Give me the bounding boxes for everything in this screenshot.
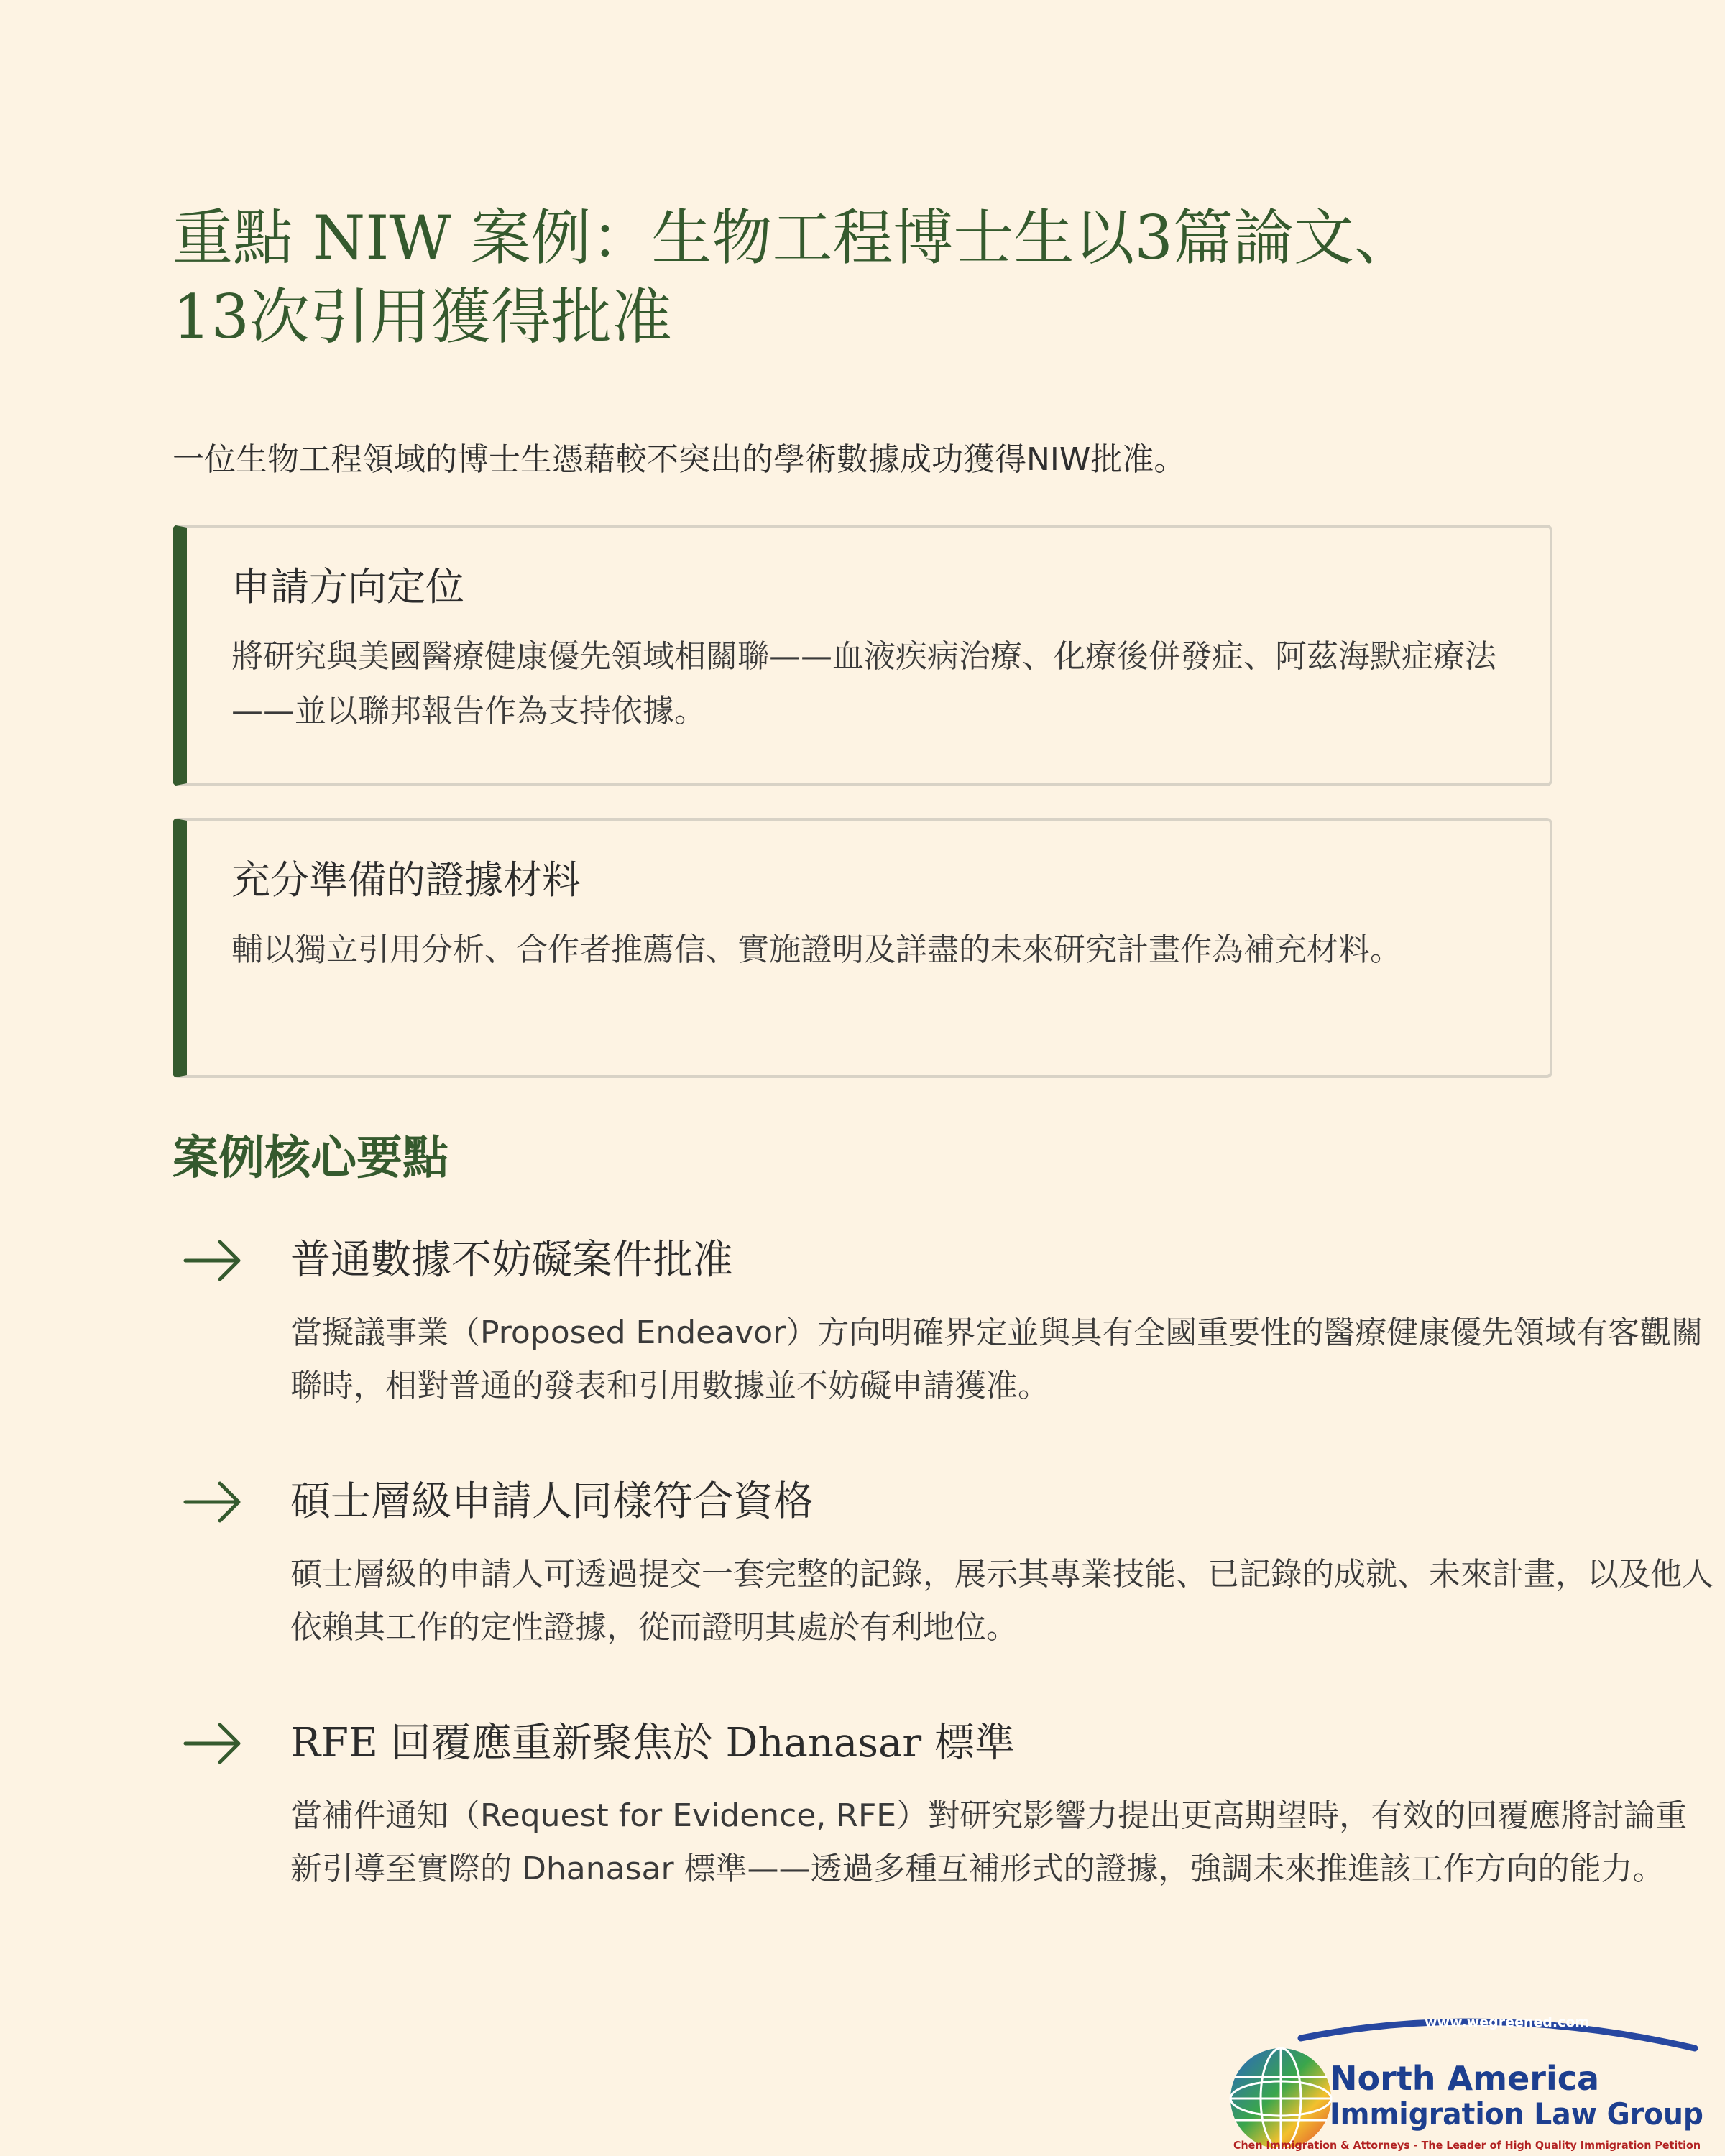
logo-name-line-2: Immigration Law Group bbox=[1330, 2096, 1703, 2132]
logo-name-line-1: North America bbox=[1330, 2059, 1600, 2098]
card-body: 將研究與美國醫療健康優先領域相關聯——血液疾病治療、化療後併發症、阿茲海默症療法——並以聯邦報告作為支持依據。 bbox=[231, 638, 1496, 729]
page-title-line-1: 重點 NIW 案例：生物工程博士生以3篇論文、 bbox=[172, 203, 1414, 273]
logo-url: www.wegreened.com bbox=[1425, 2014, 1590, 2030]
key-point-title: 碩士層級申請人同樣符合資格 bbox=[290, 1478, 814, 1525]
key-point-body: 當擬議事業（Proposed Endeavor）方向明確界定並與具有全國重要性的醫療健康優先領域有客觀關聯時，相對普通的發表和引用數據並不妨礙申請獲准。 bbox=[290, 1314, 1703, 1404]
arrow-right-icon bbox=[183, 1720, 243, 1766]
globe-icon bbox=[1230, 2048, 1331, 2149]
card-title: 充分準備的證據材料 bbox=[231, 857, 581, 903]
arrow-right-icon bbox=[183, 1479, 243, 1525]
key-point-body: 碩士層級的申請人可透過提交一套完整的記錄，展示其專業技能、已記錄的成就、未來計畫，以及他人依賴其工作的定性證據，從而證明其處於有利地位。 bbox=[290, 1556, 1714, 1646]
company-logo bbox=[1215, 2005, 1711, 2156]
key-point-body: 當補件通知（Request for Evidence, RFE）對研究影響力提出更高期望時，有效的回覆應將討論重新引導至實際的 Dhanasar 標準——透過多種互補形式的證據，強調未來推進該工作方向的能力。 bbox=[290, 1797, 1688, 1887]
key-point-title: 普通數據不妨礙案件批准 bbox=[290, 1237, 733, 1284]
info-card-positioning bbox=[172, 525, 1552, 786]
info-card-evidence bbox=[172, 818, 1552, 1078]
card-title: 申請方向定位 bbox=[231, 564, 464, 609]
page-title-line-2: 13次引用獲得批准 bbox=[172, 282, 672, 352]
logo-tagline: Chen Immigration & Attorneys - The Leader of High Quality Immigration Petition bbox=[1233, 2139, 1701, 2152]
intro-text: 一位生物工程領域的博士生憑藉較不突出的學術數據成功獲得NIW批准。 bbox=[172, 441, 1186, 478]
arrow-right-icon bbox=[183, 1238, 243, 1284]
section-heading: 案例核心要點 bbox=[172, 1132, 448, 1185]
key-point-title: RFE 回覆應重新聚焦於 Dhanasar 標準 bbox=[290, 1720, 1015, 1766]
card-body: 輔以獨立引用分析、合作者推薦信、實施證明及詳盡的未來研究計畫作為補充材料。 bbox=[231, 931, 1402, 968]
page-title bbox=[172, 198, 1581, 356]
